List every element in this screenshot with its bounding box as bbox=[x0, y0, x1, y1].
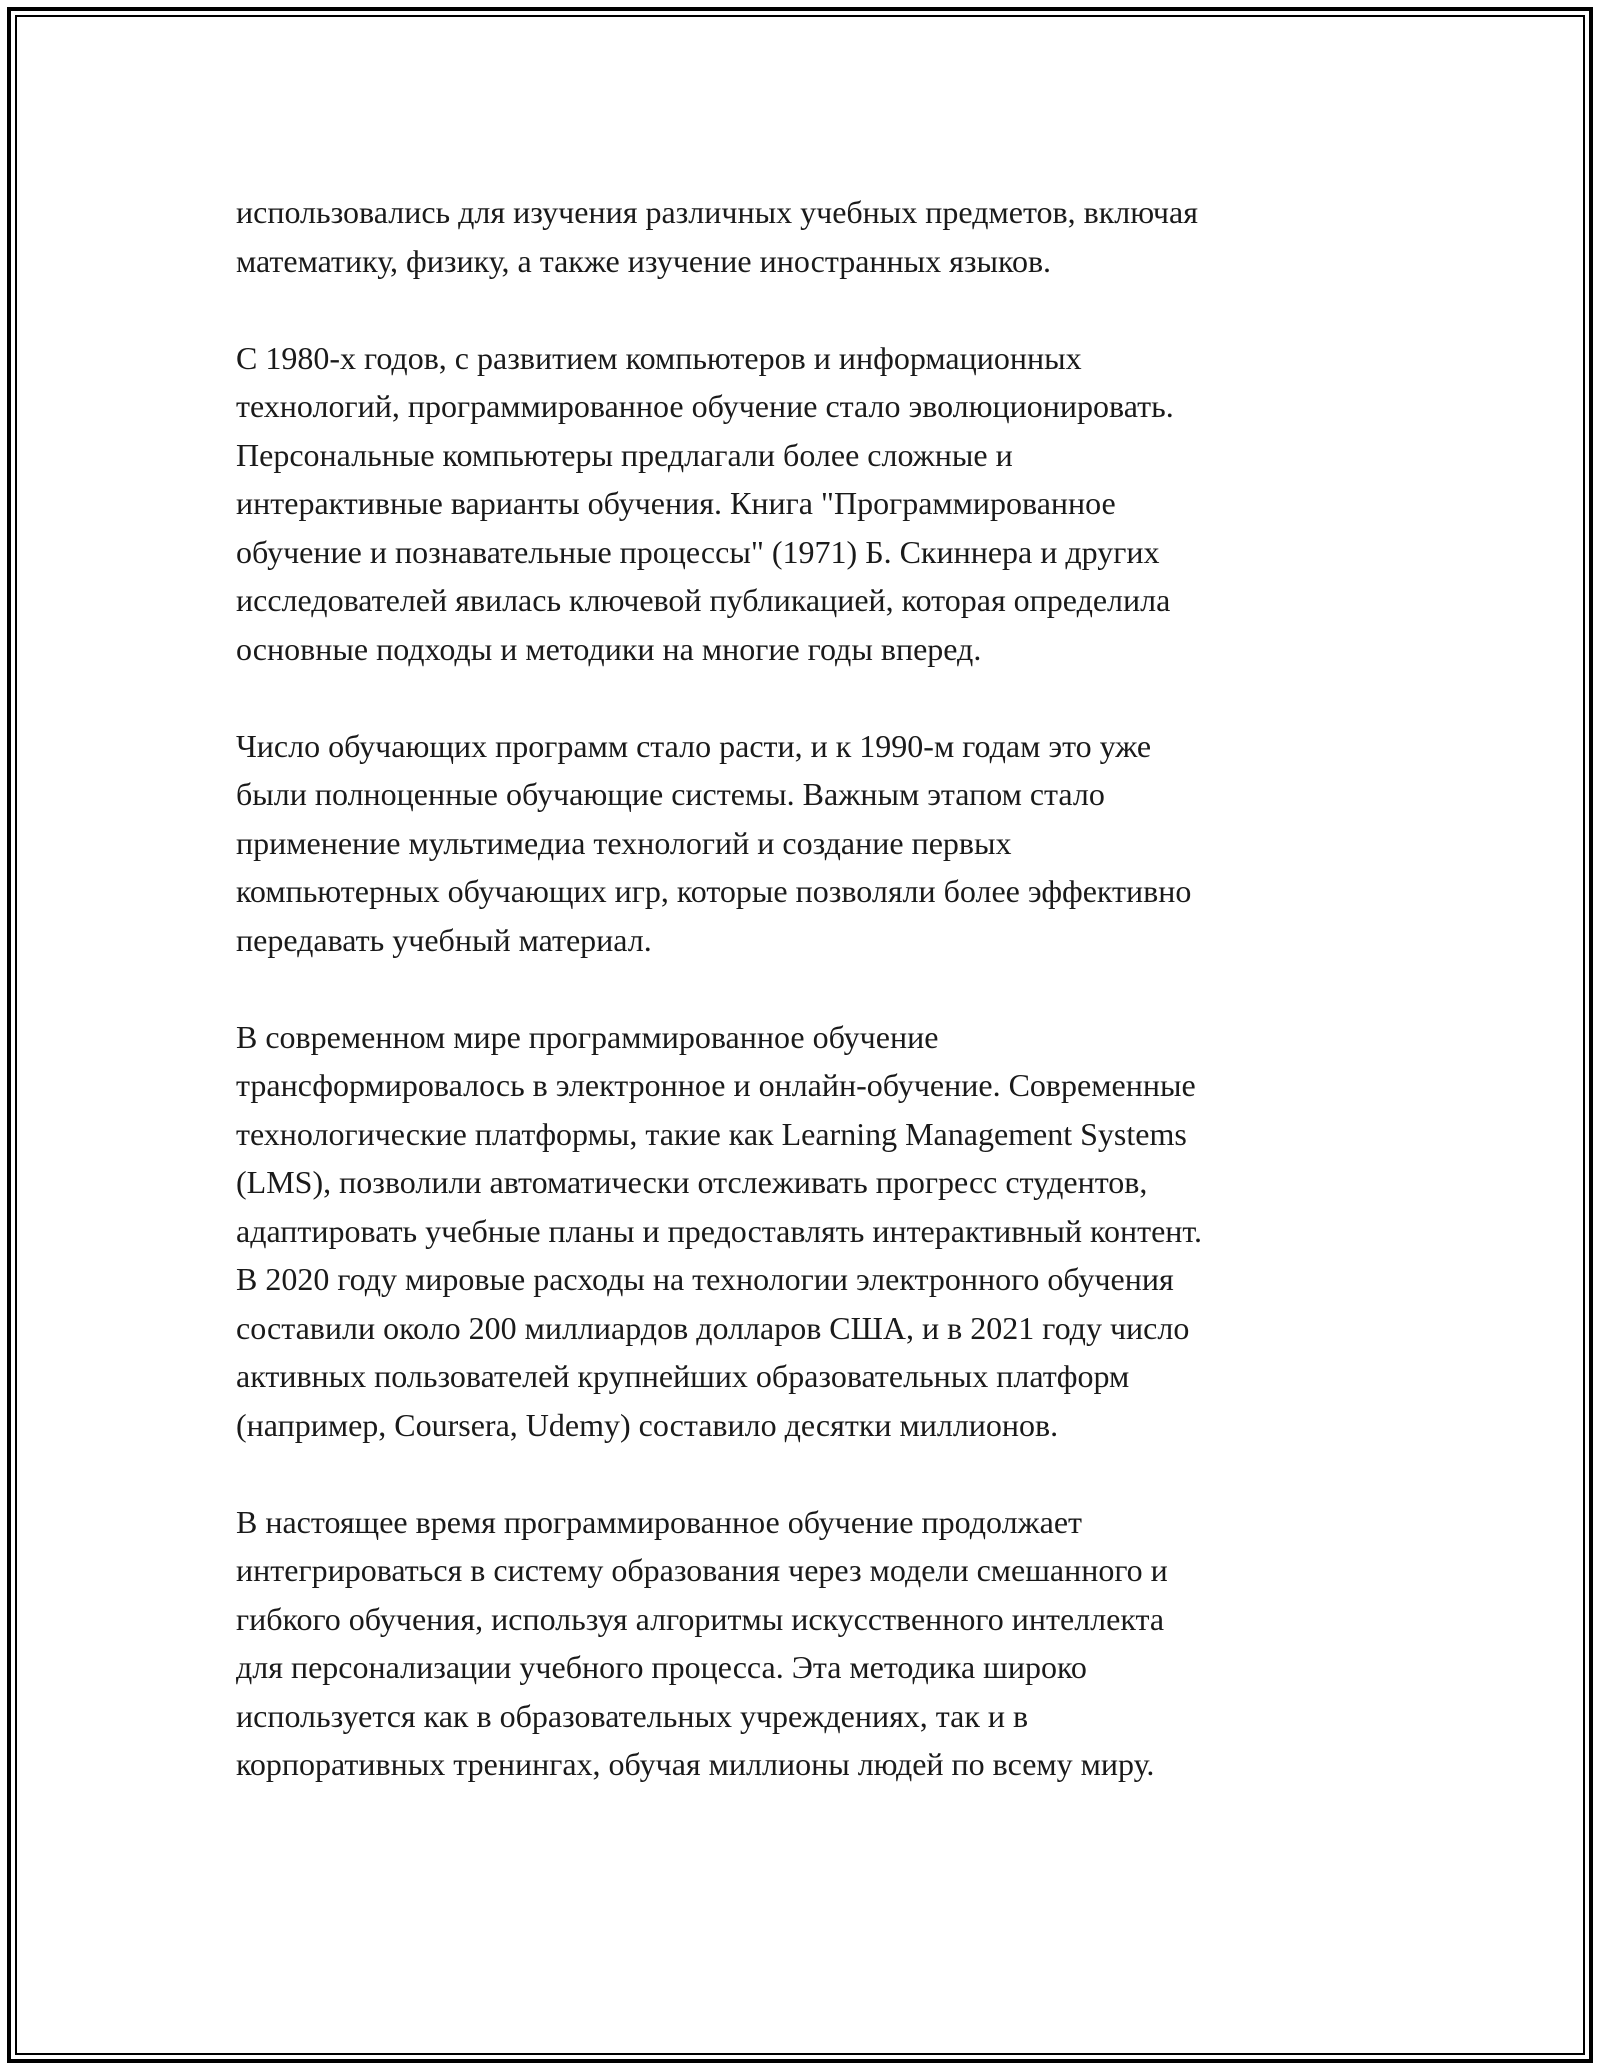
paragraph-4: В современном мире программированное обучение трансформировалось в электронное и онлайн-обучение. Современные технологические платформы, такие как Learning Management Systems (LMS), позволили автоматически отслеживать прогресс студентов, адаптировать учебные планы и предоставлять интерактивный контент. В 2020 году мировые расходы на технологии электронного обучения составили около 200 миллиардов долларов США, и в 2021 году число активных пользователей крупнейших образовательных платформ (например, Coursera, Udemy) составило десятки миллионов. bbox=[236, 1018, 1202, 1443]
paragraph-1: использовались для изучения различных учебных предметов, включая математику, физику, а также изучение иностранных языков. bbox=[236, 194, 1198, 279]
paragraph-2: С 1980-х годов, с развитием компьютеров и информационных технологий, программированное обучение стало эволюционировать. Персональные компьютеры предлагали более сложные и интерактивные варианты обучения. Книга "Программированное обучение и познавательные процессы" (1971) Б. Скиннера и других исследователей явилась ключевой публикацией, которая определила основные подходы и методики на многие годы вперед. bbox=[236, 339, 1174, 667]
paragraph-5: В настоящее время программированное обучение продолжает интегрироваться в систему образования через модели смешанного и гибкого обучения, используя алгоритмы искусственного интеллекта для персонализации учебного процесса. Эта методика широко используется как в образовательных учреждениях, так и в корпоративных тренингах, обучая миллионы людей по всему миру. bbox=[236, 1503, 1168, 1782]
paragraph-3: Число обучающих программ стало расти, и к 1990-м годам это уже были полноценные обучающие системы. Важным этапом стало применение мультимедиа технологий и создание первых компьютерных обучающих игр, которые позволяли более эффективно передавать учебный материал. bbox=[236, 727, 1192, 958]
document-body bbox=[236, 188, 1356, 1837]
